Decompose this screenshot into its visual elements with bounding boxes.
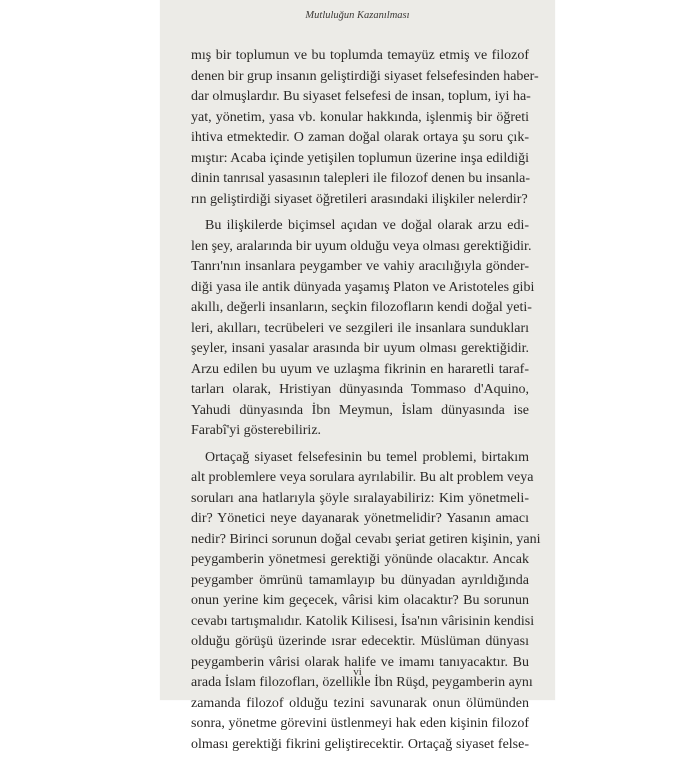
text-line: Yahudi dünyasında İbn Meymun, İslam dünyasında ise xyxy=(191,402,529,418)
page-number: vi xyxy=(353,666,362,678)
text-line: soruları ana hatlarıyla şöyle sıralayabiliriz: Kim yönetmeli- xyxy=(191,490,529,506)
text-line: alt problemlere veya sorulara ayrılabilir. Bu alt problem veya xyxy=(191,470,534,485)
text-line: akıllı, değerli insanların, seçkin filozofların kendi doğal yeti- xyxy=(191,300,532,315)
running-head: Mutluluğun Kazanılması xyxy=(305,10,410,21)
paragraph-3 xyxy=(191,448,541,756)
text-line: denen bir grup insanın geliştirdiği siyaset felsefesinden haber- xyxy=(191,68,539,84)
text-line: ihtiva etmektedir. O zaman doğal olarak ortaya şu soru çık- xyxy=(191,130,529,145)
text-line: mıştır: Acaba içinde yetişilen toplumun üzerine inşa edildiği xyxy=(191,150,529,166)
text-line: dir? Yönetici neye dayanarak yönetmelidir? Yasanın amacı xyxy=(191,511,529,526)
text-line: Bu ilişkilerde biçimsel açıdan ve doğal olarak arzu edi- xyxy=(205,218,529,233)
text-line: leri, akılları, tecrübeleri ve sezgileri ile insanlara sundukları xyxy=(191,320,529,336)
text-line: olduğu görüşü üzerinde ısrar edecektir. Müslüman dünyası xyxy=(191,634,529,649)
text-line: sonra, yönetme görevini üstlenmeyi hak eden kişinin filozof xyxy=(191,716,529,731)
body-text xyxy=(191,46,541,761)
text-line: zamanda filozof olduğu tezini savunarak onun ölümünden xyxy=(191,695,529,711)
text-line: diği yasa ile antik dünyada yaşamış Platon ve Aristoteles gibi xyxy=(191,279,535,295)
text-line: mış bir toplumun ve bu toplumda temayüz etmiş ve filozof xyxy=(191,48,529,63)
paragraph-1 xyxy=(191,46,539,210)
paragraph-2 xyxy=(191,216,535,442)
text-line: dar olmuşlardır. Bu siyaset felsefesi de insan, toplum, iyi ha- xyxy=(191,89,531,104)
text-line: peygamberin yönetmesi gerektiği yönünde olacaktır. Ancak xyxy=(191,552,529,567)
text-line: Ortaçağ siyaset felsefesinin bu temel problemi, birtakım xyxy=(205,449,529,465)
text-line: dinin tanrısal yasasının talepleri ile filozof denen bu insanla- xyxy=(191,171,531,186)
text-line: olması gerektiği fikrini geliştirecektir. Ortaçağ siyaset felse- xyxy=(191,736,529,752)
text-line: yat, yönetim, yasa vb. konular hakkında, işlenmiş bir öğreti xyxy=(191,109,529,125)
text-line: peygamberin vârisi olarak halife ve imamı tanıyacaktır. Bu xyxy=(191,654,529,670)
text-line: Arzu edilen bu uyum ve uzlaşma fikrinin en hararetli taraf- xyxy=(191,361,529,377)
text-line: nedir? Birinci sorunun doğal cevabı şeriat getiren kişinin, yani xyxy=(191,531,541,547)
text-line: peygamber ömrünü tamamlayıp bu dünyadan ayrıldığında xyxy=(191,572,529,588)
text-line: şeyler, insani yasalar arasında bir uyum olması gerektiğidir. xyxy=(191,341,529,356)
book-page xyxy=(160,0,555,752)
text-line: rın geliştirdiği siyaset öğretileri arasındaki ilişkiler nelerdir? xyxy=(191,191,528,207)
text-line: onun yerine kim geçecek, vârisi kim olacaktır? Bu sorunun xyxy=(191,593,529,608)
text-line: tarları olarak, Hristiyan dünyasında Tommaso d'Aquino, xyxy=(191,382,529,397)
text-line: cevabı tartışmalıdır. Katolik Kilisesi, İsa'nın vârisinin kendisi xyxy=(191,613,535,629)
text-line: len şey, aralarında bir uyum olduğu veya olması gerektiğidir. xyxy=(191,238,532,254)
text-line: Farabî'yi gösterebiliriz. xyxy=(191,423,322,438)
text-line: arada İslam filozofları, özellikle İbn Rüşd, peygamberin aynı xyxy=(191,675,533,690)
text-line: Tanrı'nın insanlara peygamber ve vahiy aracılığıyla gönder- xyxy=(191,259,529,274)
